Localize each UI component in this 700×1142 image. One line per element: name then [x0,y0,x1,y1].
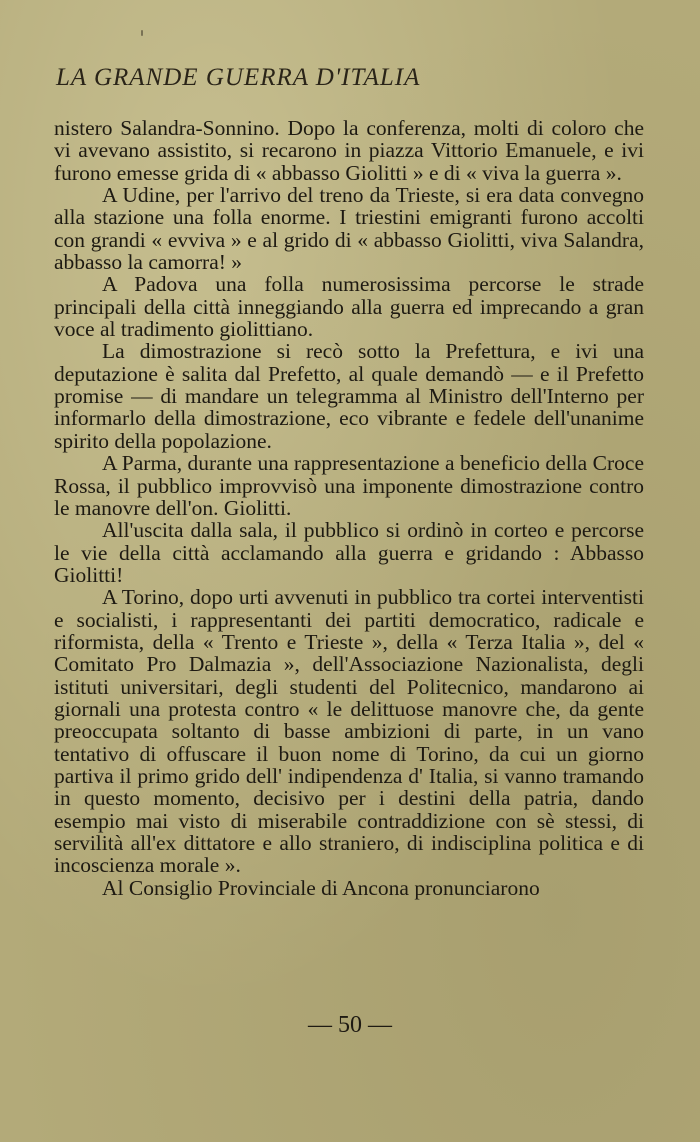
paragraph: A Torino, dopo urti avvenuti in pubblico tra cortei interventisti e socialisti, i rappresentanti dei partiti democratico, radicale e riformista, della « Trento e Trieste », della « Terza Italia », del « Comitato Pro Dalmazia », dell'Associazione Nazionalista, degli istituti universitari, degli studenti del Politecnico, mandarono ai giornali una protesta contro « le delittuose manovre che, da gente preoccupata soltanto di basse ambizioni di parte, in un vano tentativo di offuscare il buon nome di Torino, da cui un giorno partiva il primo grido dell' indipendenza d' Italia, si vanno tramando in questo momento, decisivo per i destini della patria, dando esempio mai visto di miserabile contraddizione con sè stessi, di servilità all'ex dittatore e allo straniero, di indisciplina politica e di incoscienza morale ». [54,585,644,878]
paragraph: A Udine, per l'arrivo del treno da Trieste, si era data convegno alla stazione una folla enorme. I triestini emigranti furono accolti con grandi « evviva » e al grido di « abbasso Giolitti, viva Salandra, abbasso la camorra! » [54,183,644,275]
page-number: — 50 — [308,1012,392,1038]
paragraph: nistero Salandra-Sonnino. Dopo la conferenza, molti di coloro che vi avevano assistito, si recarono in piazza Vittorio Emanuele, e ivi furono emesse grida di « abbasso Giolitti » e di « viva la guerra ». [54,116,644,185]
paragraph: A Padova una folla numerosissima percorse le strade principali della città inneggiando alla guerra ed imprecando a gran voce al tradimento giolittiano. [54,272,644,342]
paragraph: Al Consiglio Provinciale di Ancona pronunciarono [102,875,540,900]
running-head: LA GRANDE GUERRA D'ITALIA [56,64,421,91]
ink-speck [141,30,143,36]
body-text [54,117,644,899]
paragraph: La dimostrazione si recò sotto la Prefettura, e ivi una deputazione è salita dal Prefetto, al quale demandò — e il Prefetto promise — di mandare un telegramma al Ministro dell'Interno per informarlo della dimostrazione, eco vibrante e fedele dell'unanime spirito della popolazione. [54,339,644,453]
paragraph: All'uscita dalla sala, il pubblico si ordinò in corteo e percorse le vie della città acclamando alla guerra e gridando : Abbasso Giolitti! [54,518,644,587]
paragraph: A Parma, durante una rappresentazione a beneficio della Croce Rossa, il pubblico improvvisò una imponente dimostrazione contro le manovre dell'on. Giolitti. [54,451,644,520]
